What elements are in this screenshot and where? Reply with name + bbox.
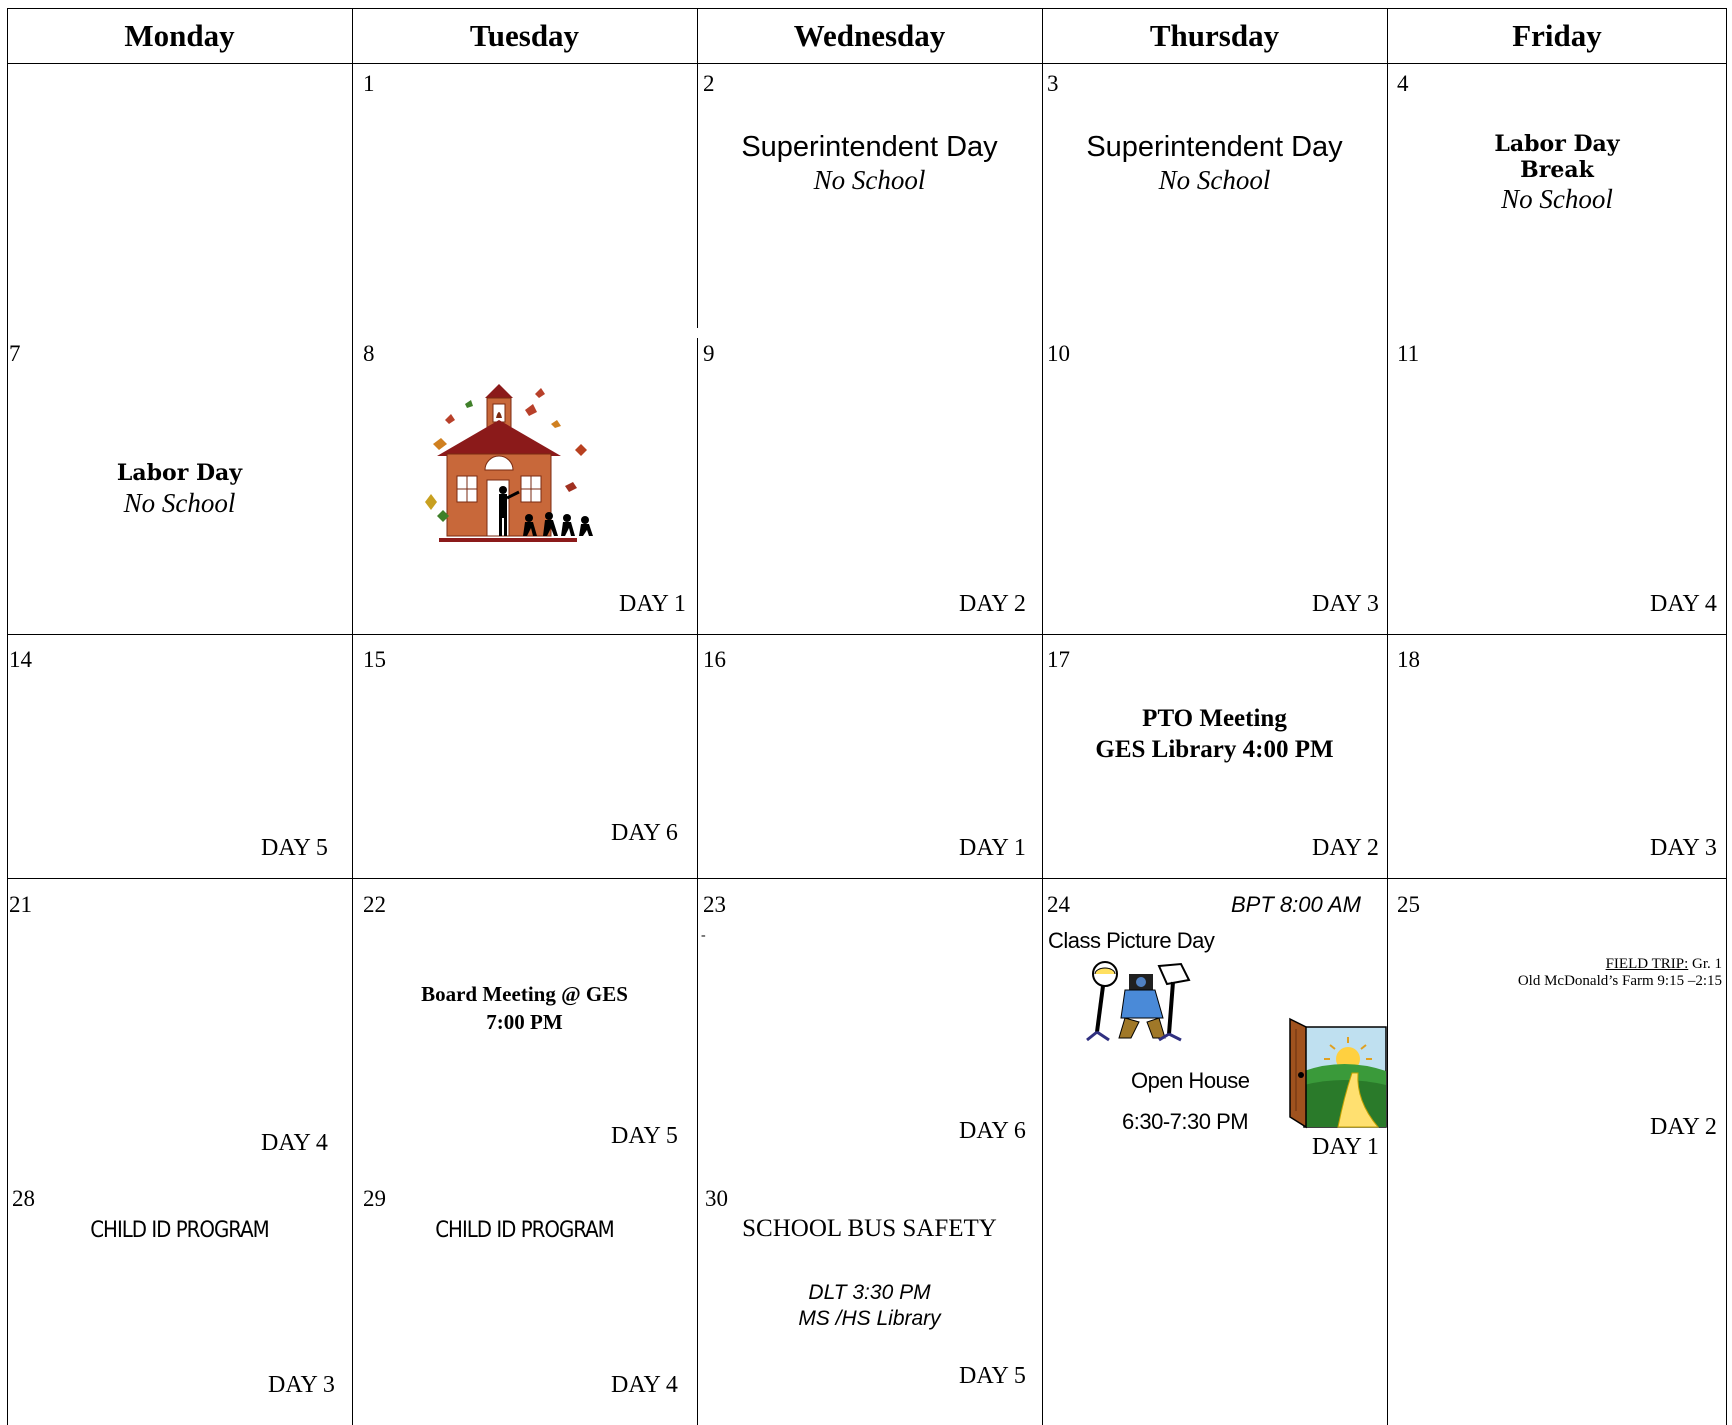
- header-thursday: Thursday: [1149, 17, 1280, 53]
- event-title-line: 7:00 PM: [486, 1010, 563, 1034]
- field-trip-label: FIELD TRIP:: [1605, 956, 1689, 972]
- rotation-day-label: DAY 5: [261, 835, 328, 861]
- event-time: 6:30-7:30 PM: [1122, 1109, 1249, 1134]
- header-monday: Monday: [124, 17, 235, 53]
- event-title: CHILD ID PROGRAM: [90, 1218, 269, 1243]
- grid-line: [1387, 8, 1388, 1425]
- photographer-icon: [1085, 960, 1195, 1042]
- field-trip-note: [1387, 956, 1722, 990]
- event-detail: [697, 1280, 1042, 1332]
- event-title: Superintendent Day: [741, 131, 998, 163]
- event-time: BPT 8:00 AM: [1231, 892, 1362, 917]
- rotation-day-label: DAY 3: [1650, 835, 1717, 861]
- day-number: 16: [703, 647, 726, 672]
- event-title-line: Labor Day: [1494, 131, 1620, 157]
- header-tuesday: Tuesday: [469, 17, 580, 53]
- day-number: 28: [12, 1186, 35, 1211]
- event-subtitle: No School: [1158, 165, 1271, 195]
- day-number: 7: [9, 341, 21, 366]
- event-time: DLT 3:30 PM: [808, 1281, 931, 1304]
- event-title: [1042, 703, 1387, 765]
- event-title-line: Board Meeting @ GES: [421, 982, 628, 1006]
- day-number: 1: [363, 71, 375, 96]
- day-number: 29: [363, 1186, 386, 1211]
- event-title: [352, 980, 697, 1036]
- day-number: 11: [1397, 341, 1420, 366]
- event-title: Class Picture Day: [1048, 928, 1215, 953]
- day-number: 24: [1047, 892, 1070, 917]
- day-number: 2: [703, 71, 715, 96]
- rotation-day-label: DAY 6: [611, 820, 678, 846]
- grid-line: [7, 8, 8, 1425]
- field-trip-grade: Gr. 1: [1688, 956, 1722, 972]
- day-number: 15: [363, 647, 386, 672]
- rotation-day-label: DAY 3: [268, 1372, 335, 1398]
- day-number: 21: [9, 892, 32, 917]
- event-title: Open House: [1131, 1068, 1250, 1093]
- day-number: 23: [703, 892, 726, 917]
- header-friday: Friday: [1512, 17, 1602, 53]
- rotation-day-label: DAY 2: [1312, 835, 1379, 861]
- day-number: 4: [1397, 71, 1409, 96]
- grid-line: [352, 8, 353, 1425]
- event-subtitle: No School: [123, 488, 236, 518]
- grid-line: [7, 634, 1727, 635]
- grid-line: [7, 878, 1727, 879]
- day-number: 25: [1397, 892, 1420, 917]
- event-title-line: PTO Meeting: [1142, 705, 1287, 732]
- grid-line: [1726, 8, 1727, 1425]
- event-location: MS /HS Library: [798, 1307, 941, 1330]
- event-subtitle: No School: [1501, 184, 1613, 214]
- schoolhouse-icon: [425, 384, 651, 556]
- rotation-day-label: DAY 5: [611, 1123, 678, 1149]
- header-wednesday: Wednesday: [793, 17, 946, 53]
- grid-line: [7, 63, 1727, 64]
- cell-mark: -: [701, 928, 706, 943]
- day-number: 10: [1047, 341, 1070, 366]
- event-title: CHILD ID PROGRAM: [435, 1218, 614, 1243]
- day-number: 8: [363, 341, 375, 366]
- event-title-line: Break: [1520, 157, 1594, 183]
- rotation-day-label: DAY 1: [1312, 1134, 1379, 1160]
- open-door-icon: [1290, 1015, 1388, 1129]
- rotation-day-label: DAY 4: [1650, 591, 1717, 617]
- field-trip-line: [1387, 956, 1722, 973]
- rotation-day-label: DAY 3: [1312, 591, 1379, 617]
- event-title: SCHOOL BUS SAFETY: [742, 1215, 997, 1242]
- calendar-grid: [7, 8, 1727, 1425]
- rotation-day-label: DAY 6: [959, 1118, 1026, 1144]
- event-title-line: GES Library 4:00 PM: [1095, 736, 1334, 763]
- event-title: [1387, 131, 1727, 183]
- rotation-day-label: DAY 4: [261, 1130, 328, 1156]
- field-trip-place: Old McDonald’s Farm 9:15 –2:15: [1517, 973, 1722, 989]
- day-number: 30: [705, 1186, 728, 1211]
- rotation-day-label: DAY 2: [1650, 1114, 1717, 1140]
- day-number: 9: [703, 341, 715, 366]
- day-number: 18: [1397, 647, 1420, 672]
- rotation-day-label: DAY 2: [959, 591, 1026, 617]
- day-number: 14: [9, 647, 32, 672]
- event-title: Labor Day: [116, 460, 243, 486]
- event-title: Superintendent Day: [1086, 131, 1343, 163]
- rotation-day-label: DAY 4: [611, 1372, 678, 1398]
- rotation-day-label: DAY 1: [959, 835, 1026, 861]
- rotation-day-label: DAY 1: [619, 591, 686, 617]
- day-number: 22: [363, 892, 386, 917]
- day-number: 3: [1047, 71, 1059, 96]
- day-number: 17: [1047, 647, 1070, 672]
- grid-line: [697, 338, 698, 1425]
- rotation-day-label: DAY 5: [959, 1363, 1026, 1389]
- event-subtitle: No School: [813, 165, 926, 195]
